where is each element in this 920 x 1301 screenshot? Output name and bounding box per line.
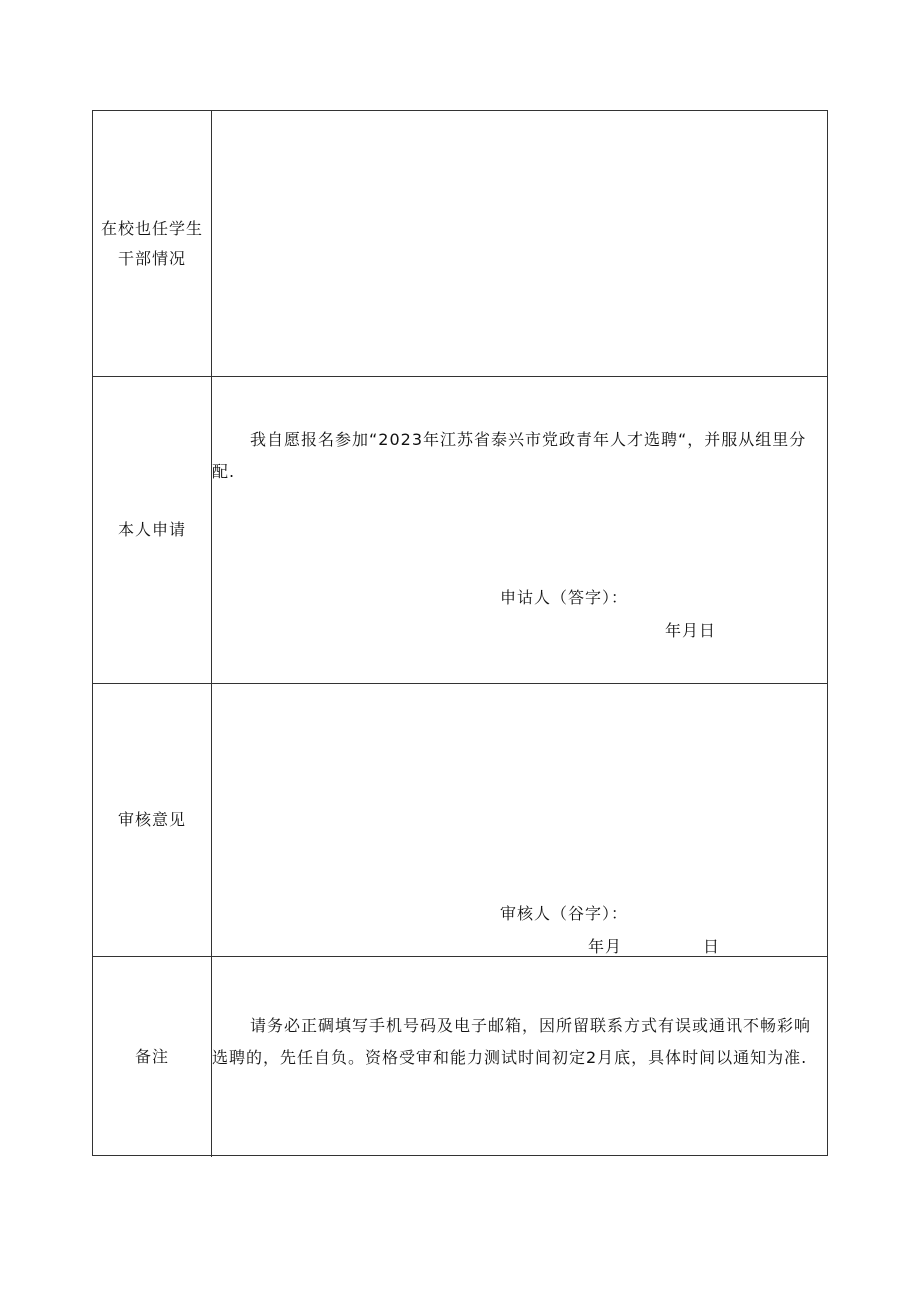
review-opinion-row xyxy=(93,684,827,957)
remarks-label-cell xyxy=(93,957,212,1157)
remarks-label: 备注 xyxy=(134,1047,169,1066)
review-opinion-content xyxy=(212,684,827,956)
reviewer-signature-line: 审核人（谷字）： xyxy=(500,904,629,923)
application-date: 年月日 xyxy=(665,621,717,640)
remarks-row xyxy=(93,957,827,1157)
review-date-day: 日 xyxy=(703,937,721,956)
student-cadre-label-cell xyxy=(93,111,212,376)
application-statement: 我自愿报名参加“2023年江苏省泰兴市党政青年人才选聘“，并服从组里分配. xyxy=(212,430,807,481)
review-opinion-label-cell xyxy=(93,684,212,956)
registration-form-table xyxy=(92,110,828,1156)
review-date-year-month: 年月 xyxy=(588,937,623,956)
student-cadre-label: 在校也任学生 干部情况 xyxy=(100,218,203,268)
remarks-content xyxy=(212,957,827,1157)
review-opinion-label: 审核意见 xyxy=(117,810,186,829)
student-cadre-row xyxy=(93,111,827,377)
applicant-signature-line: 申诂人（答字）： xyxy=(500,588,629,607)
personal-application-row xyxy=(93,377,827,684)
student-cadre-content-field[interactable] xyxy=(212,111,827,376)
personal-application-content xyxy=(212,377,827,683)
personal-application-label: 本人申请 xyxy=(117,520,186,539)
remarks-text: 请务必正碉填写手机号码及电子邮箱，因所留联系方式有误或通讯不畅彩响选聘的，先任自负。资格受审和能力测试时间初定2月底，具体时间以通知为准. xyxy=(212,1016,812,1067)
personal-application-label-cell xyxy=(93,377,212,683)
